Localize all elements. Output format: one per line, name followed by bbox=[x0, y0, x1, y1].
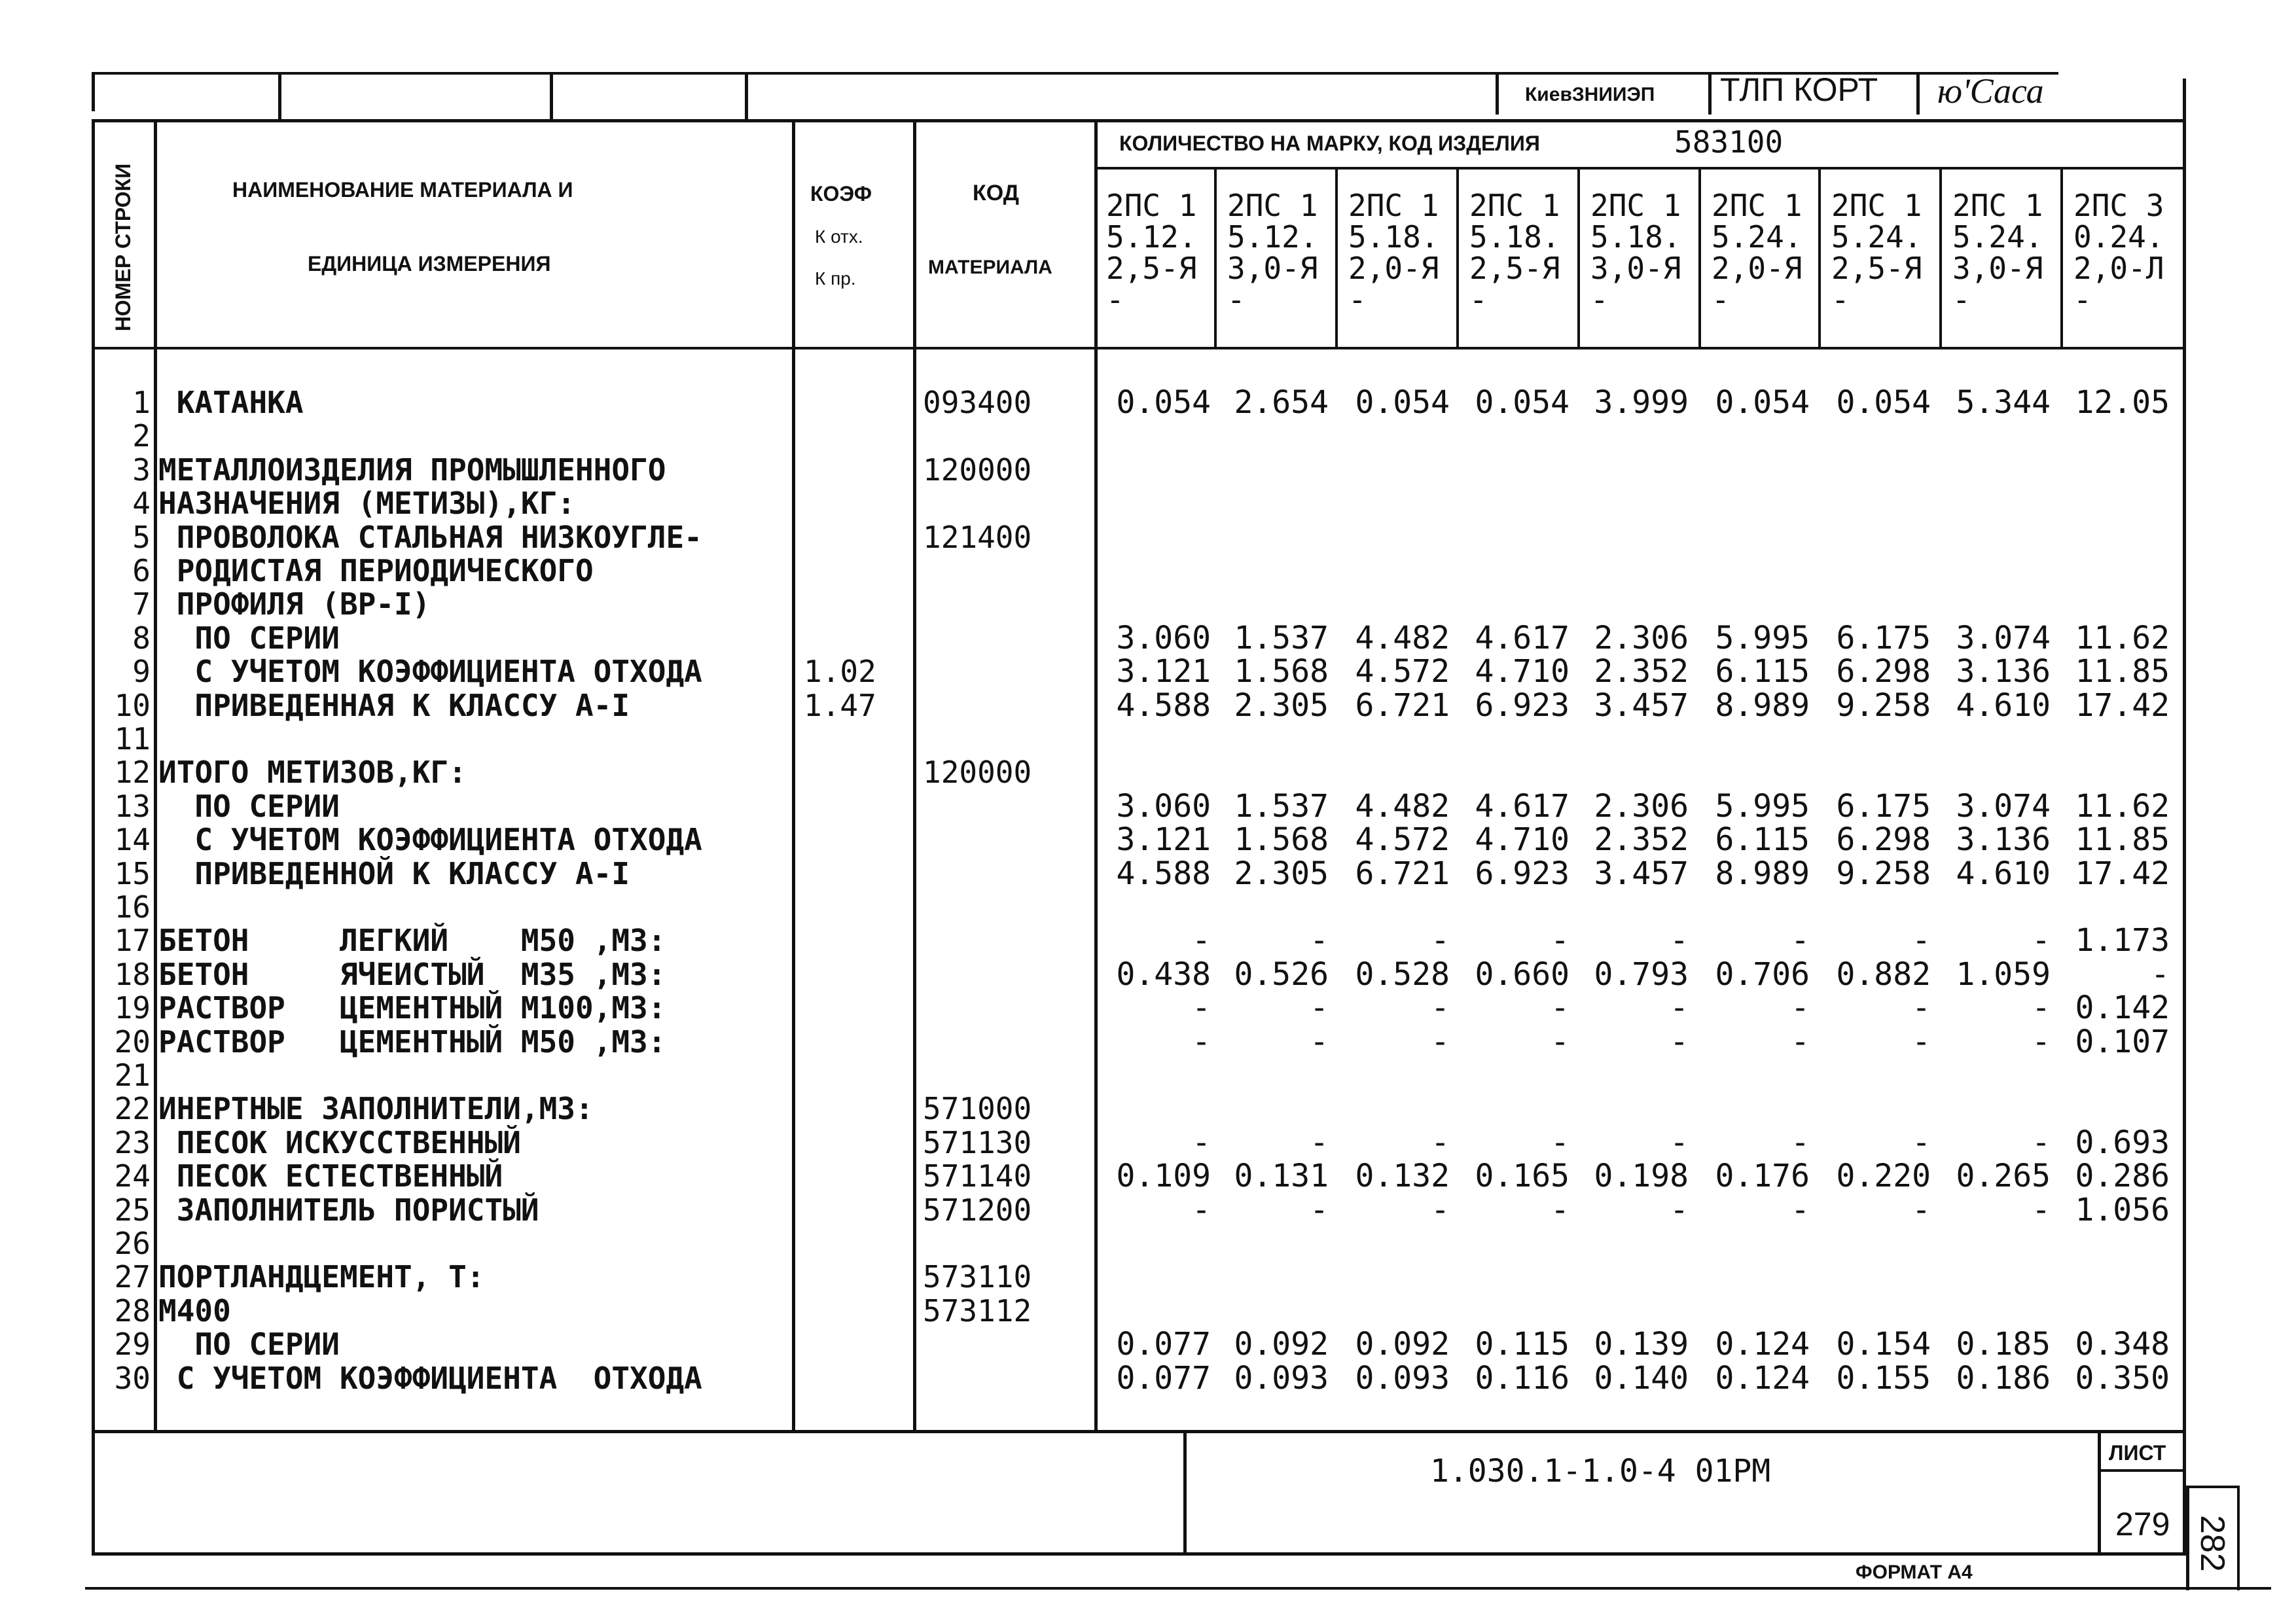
quantity-cell: - bbox=[1431, 990, 1450, 1027]
quantity-cell: - bbox=[1192, 1023, 1211, 1060]
material-name: НАЗНАЧЕНИЯ (МЕТИЗЫ),КГ: bbox=[158, 486, 575, 522]
row-number-header: НОМЕР СТРОКИ bbox=[111, 163, 135, 332]
quantity-cell: 0.706 bbox=[1715, 955, 1810, 993]
quantity-cell: 5.995 bbox=[1715, 619, 1810, 656]
row-number: 14 bbox=[114, 822, 151, 858]
quantity-cell: 2.352 bbox=[1594, 653, 1689, 690]
product-header-line: - bbox=[1469, 282, 1488, 317]
quantity-cell: 0.265 bbox=[1956, 1158, 2051, 1195]
row-number: 17 bbox=[114, 923, 151, 959]
quantity-cell: - bbox=[1912, 990, 1931, 1027]
quantity-cell: - bbox=[1551, 922, 1570, 959]
quantity-cell: 0.198 bbox=[1594, 1158, 1689, 1195]
product-header-line: 2ПС 1 bbox=[1712, 188, 1803, 223]
quantity-cell: 0.054 bbox=[1116, 384, 1211, 421]
quantity-cell: - bbox=[1791, 922, 1810, 959]
row-number: 13 bbox=[114, 788, 151, 824]
code-header: КОД bbox=[973, 181, 1019, 205]
quantity-cell: 8.989 bbox=[1715, 687, 1810, 724]
quantity-cell: - bbox=[1192, 1191, 1211, 1228]
quantity-cell: 0.185 bbox=[1956, 1326, 2051, 1363]
quantity-cell: 1.173 bbox=[2075, 922, 2170, 959]
quantity-cell: 0.077 bbox=[1116, 1326, 1211, 1363]
product-header-line: 2,0-Я bbox=[1712, 251, 1803, 286]
quantity-cell: 1.056 bbox=[2075, 1191, 2170, 1228]
quantity-cell: 3.457 bbox=[1594, 855, 1689, 892]
signature: ю'Саса bbox=[1937, 71, 2044, 111]
row-number: 28 bbox=[114, 1293, 151, 1329]
material-code: 573110 bbox=[923, 1259, 1032, 1295]
material-name: ИНЕРТНЫЕ ЗАПОЛНИТЕЛИ,М3: bbox=[158, 1091, 594, 1127]
quantity-cell: 4.482 bbox=[1355, 787, 1450, 825]
material-name: ПРОФИЛЯ (ВР-I) bbox=[158, 586, 431, 622]
product-header-line: 2,0-Л bbox=[2073, 251, 2164, 286]
quantity-cell: 0.054 bbox=[1475, 384, 1570, 421]
quantity-cell: 2.305 bbox=[1234, 855, 1329, 892]
quantity-cell: 3.074 bbox=[1956, 619, 2051, 656]
material-code: 093400 bbox=[923, 385, 1032, 420]
product-header-line: 5.24. bbox=[1712, 219, 1803, 255]
product-header-line: - bbox=[1227, 282, 1246, 317]
quantity-cell: 4.572 bbox=[1355, 821, 1450, 859]
quantity-cell: 4.617 bbox=[1475, 619, 1570, 656]
row-number: 7 bbox=[132, 586, 151, 622]
quantity-cell: 0.109 bbox=[1116, 1158, 1211, 1195]
row-number: 8 bbox=[132, 620, 151, 656]
quantity-cell: 0.438 bbox=[1116, 955, 1211, 993]
code-subheader: МАТЕРИАЛА bbox=[928, 257, 1052, 278]
quantity-cell: 3.121 bbox=[1116, 653, 1211, 690]
product-header-line: 2ПС 1 bbox=[1831, 188, 1922, 223]
quantity-cell: 3.074 bbox=[1956, 787, 2051, 825]
product-header-line: 2,5-Я bbox=[1106, 251, 1197, 286]
quantity-cell: 0.107 bbox=[2075, 1023, 2170, 1060]
quantity-cell: - bbox=[1670, 1191, 1689, 1228]
quantity-cell: - bbox=[1791, 1191, 1810, 1228]
product-header-line: 2,5-Я bbox=[1469, 251, 1560, 286]
coef-k-otkh: К отх. bbox=[815, 226, 863, 247]
quantity-cell: - bbox=[1310, 1191, 1329, 1228]
quantity-cell: 1.568 bbox=[1234, 653, 1329, 690]
product-header-line: 2ПС 1 bbox=[1952, 188, 2043, 223]
quantity-cell: 3.457 bbox=[1594, 687, 1689, 724]
quantity-cell: 11.62 bbox=[2075, 619, 2170, 656]
quantity-cell: 0.132 bbox=[1355, 1158, 1450, 1195]
product-header-line: 5.18. bbox=[1590, 219, 1681, 255]
quantity-cell: 6.115 bbox=[1715, 821, 1810, 859]
quantity-cell: - bbox=[1192, 990, 1211, 1027]
product-header-line: 3,0-Я bbox=[1227, 251, 1318, 286]
quantity-cell: - bbox=[1670, 1023, 1689, 1060]
material-code: 573112 bbox=[923, 1293, 1032, 1329]
quantity-cell: 0.140 bbox=[1594, 1359, 1689, 1397]
quantity-cell: 3.060 bbox=[1116, 619, 1211, 656]
quantity-cell: 0.124 bbox=[1715, 1359, 1810, 1397]
quantity-cell: - bbox=[2151, 955, 2170, 993]
material-name: ПРИВЕДЕННОЙ К КЛАССУ А-I bbox=[158, 855, 630, 891]
quantity-cell: - bbox=[2032, 1124, 2051, 1161]
material-code: 120000 bbox=[923, 755, 1032, 791]
quantity-cell: 6.721 bbox=[1355, 855, 1450, 892]
row-number: 4 bbox=[132, 486, 151, 522]
quantity-cell: 4.710 bbox=[1475, 821, 1570, 859]
product-header-line: - bbox=[1348, 282, 1367, 317]
quantity-cell: 1.537 bbox=[1234, 619, 1329, 656]
quantity-cell: 2.306 bbox=[1594, 787, 1689, 825]
material-name-header-line2: ЕДИНИЦА ИЗМЕРЕНИЯ bbox=[308, 252, 551, 276]
quantity-cell: 17.42 bbox=[2075, 687, 2170, 724]
material-name: БЕТОН ЛЕГКИЙ М50 ,М3: bbox=[158, 923, 666, 959]
material-name: ПЕСОК ИСКУССТВЕННЫЙ bbox=[158, 1124, 521, 1160]
row-number: 24 bbox=[114, 1158, 151, 1194]
quantity-cell: 6.298 bbox=[1836, 821, 1931, 859]
product-header-line: 2ПС 1 bbox=[1469, 188, 1560, 223]
material-code: 571000 bbox=[923, 1091, 1032, 1127]
row-number: 18 bbox=[114, 956, 151, 992]
quantity-cell: - bbox=[1431, 1023, 1450, 1060]
quantity-cell: 4.482 bbox=[1355, 619, 1450, 656]
material-name: РАСТВОР ЦЕМЕНТНЫЙ М100,М3: bbox=[158, 990, 666, 1026]
material-name: С УЧЕТОМ КОЭФФИЦИЕНТА ОТХОДА bbox=[158, 1360, 702, 1396]
quantity-cell: 0.286 bbox=[2075, 1158, 2170, 1195]
quantity-cell: 0.142 bbox=[2075, 990, 2170, 1027]
row-number: 3 bbox=[132, 452, 151, 488]
quantity-cell: 11.62 bbox=[2075, 787, 2170, 825]
quantity-cell: - bbox=[1551, 990, 1570, 1027]
row-number: 1 bbox=[132, 385, 151, 420]
quantity-cell: 6.175 bbox=[1836, 619, 1931, 656]
quantity-cell: - bbox=[2032, 1191, 2051, 1228]
quantity-cell: - bbox=[1192, 1124, 1211, 1161]
quantity-cell: 0.186 bbox=[1956, 1359, 2051, 1397]
quantity-cell: 0.350 bbox=[2075, 1359, 2170, 1397]
quantity-cell: 0.155 bbox=[1836, 1359, 1931, 1397]
sheet-label: ЛИСТ bbox=[2109, 1441, 2166, 1465]
quantity-cell: 5.344 bbox=[1956, 384, 2051, 421]
row-number: 27 bbox=[114, 1259, 151, 1295]
quantity-cell: 0.116 bbox=[1475, 1359, 1570, 1397]
quantity-cell: 0.077 bbox=[1116, 1359, 1211, 1397]
document-code: 1.030.1-1.0-4 01РМ bbox=[1430, 1453, 1771, 1489]
coef-header: КОЭФ bbox=[810, 182, 872, 205]
product-header-line: 2ПС 1 bbox=[1348, 188, 1439, 223]
row-number: 11 bbox=[114, 721, 151, 757]
quantity-cell: 4.710 bbox=[1475, 653, 1570, 690]
quantity-cell: - bbox=[1912, 922, 1931, 959]
quantity-cell: - bbox=[1431, 1191, 1450, 1228]
quantity-cell: - bbox=[1670, 1124, 1689, 1161]
material-name: ПО СЕРИИ bbox=[158, 788, 340, 824]
material-name: ИТОГО МЕТИЗОВ,КГ: bbox=[158, 755, 467, 791]
quantity-cell: - bbox=[1310, 922, 1329, 959]
quantity-cell: 2.305 bbox=[1234, 687, 1329, 724]
quantity-cell: 1.537 bbox=[1234, 787, 1329, 825]
quantity-cell: 0.528 bbox=[1355, 955, 1450, 993]
quantity-cell: 4.610 bbox=[1956, 855, 2051, 892]
stamp-project: ТЛП КОРТ bbox=[1720, 71, 1878, 108]
row-number: 23 bbox=[114, 1124, 151, 1160]
product-header-line: 3,0-Я bbox=[1590, 251, 1681, 286]
material-code: 571130 bbox=[923, 1124, 1032, 1160]
quantity-cell: - bbox=[1791, 1124, 1810, 1161]
material-name: РАСТВОР ЦЕМЕНТНЫЙ М50 ,М3: bbox=[158, 1024, 666, 1060]
material-name: С УЧЕТОМ КОЭФФИЦИЕНТА ОТХОДА bbox=[158, 822, 702, 858]
product-header-line: 2ПС 3 bbox=[2073, 188, 2164, 223]
quantity-cell: 0.176 bbox=[1715, 1158, 1810, 1195]
row-number: 20 bbox=[114, 1024, 151, 1060]
material-name: ЗАПОЛНИТЕЛЬ ПОРИСТЫЙ bbox=[158, 1192, 539, 1228]
row-number: 15 bbox=[114, 855, 151, 891]
row-number: 12 bbox=[114, 755, 151, 791]
quantity-cell: 0.054 bbox=[1836, 384, 1931, 421]
quantity-cell: - bbox=[1431, 1124, 1450, 1161]
quantity-cell: 0.139 bbox=[1594, 1326, 1689, 1363]
quantity-cell: - bbox=[1912, 1124, 1931, 1161]
quantity-cell: 0.131 bbox=[1234, 1158, 1329, 1195]
product-header-line: 0.24. bbox=[2073, 219, 2164, 255]
quantity-cell: - bbox=[1192, 922, 1211, 959]
material-name: С УЧЕТОМ КОЭФФИЦИЕНТА ОТХОДА bbox=[158, 654, 702, 690]
quantity-cell: 3.121 bbox=[1116, 821, 1211, 859]
coefficient: 1.47 bbox=[804, 687, 876, 723]
quantity-cell: 3.060 bbox=[1116, 787, 1211, 825]
quantity-cell: 0.526 bbox=[1234, 955, 1329, 993]
row-number: 30 bbox=[114, 1360, 151, 1396]
product-header-line: - bbox=[1590, 282, 1609, 317]
quantity-cell: 0.793 bbox=[1594, 955, 1689, 993]
material-name: ПРОВОЛОКА СТАЛЬНАЯ НИЗКОУГЛЕ- bbox=[158, 519, 702, 555]
material-name: ПОРТЛАНДЦЕМЕНТ, Т: bbox=[158, 1259, 485, 1295]
quantity-cell: 12.05 bbox=[2075, 384, 2170, 421]
quantity-cell: 2.352 bbox=[1594, 821, 1689, 859]
quantity-cell: 0.348 bbox=[2075, 1326, 2170, 1363]
quantity-cell: 1.059 bbox=[1956, 955, 2051, 993]
product-header-line: 2ПС 1 bbox=[1590, 188, 1681, 223]
quantity-cell: 3.999 bbox=[1594, 384, 1689, 421]
quantity-cell: 0.054 bbox=[1715, 384, 1810, 421]
quantity-cell: 0.092 bbox=[1234, 1326, 1329, 1363]
material-name: ПО СЕРИИ bbox=[158, 620, 340, 656]
material-name: БЕТОН ЯЧЕИСТЫЙ М35 ,М3: bbox=[158, 956, 666, 992]
quantity-cell: 0.124 bbox=[1715, 1326, 1810, 1363]
side-number: 282 bbox=[2193, 1515, 2231, 1572]
quantity-cell: - bbox=[1791, 990, 1810, 1027]
row-number: 26 bbox=[114, 1226, 151, 1261]
quantity-cell: 3.136 bbox=[1956, 821, 2051, 859]
quantity-header: КОЛИЧЕСТВО НА МАРКУ, КОД ИЗДЕЛИЯ bbox=[1119, 132, 1540, 155]
quantity-cell: - bbox=[1912, 1023, 1931, 1060]
quantity-cell: - bbox=[1670, 990, 1689, 1027]
quantity-cell: - bbox=[1551, 1124, 1570, 1161]
product-header-line: 2,5-Я bbox=[1831, 251, 1922, 286]
product-header-line: 5.18. bbox=[1348, 219, 1439, 255]
row-number: 5 bbox=[132, 519, 151, 555]
product-header-line: 2ПС 1 bbox=[1227, 188, 1318, 223]
product-header-line: 5.12. bbox=[1227, 219, 1318, 255]
material-name: КАТАНКА bbox=[158, 385, 304, 420]
material-name: МЕТАЛЛОИЗДЕЛИЯ ПРОМЫШЛЕННОГО bbox=[158, 452, 666, 488]
material-name: ПО СЕРИИ bbox=[158, 1327, 340, 1363]
quantity-cell: 4.617 bbox=[1475, 787, 1570, 825]
quantity-cell: - bbox=[1551, 1023, 1570, 1060]
quantity-cell: 8.989 bbox=[1715, 855, 1810, 892]
material-name: ПЕСОК ЕСТЕСТВЕННЫЙ bbox=[158, 1158, 503, 1194]
row-number: 2 bbox=[132, 418, 151, 454]
quantity-cell: 0.054 bbox=[1355, 384, 1450, 421]
row-number: 19 bbox=[114, 990, 151, 1026]
quantity-cell: 0.154 bbox=[1836, 1326, 1931, 1363]
quantity-cell: - bbox=[2032, 990, 2051, 1027]
product-header-line: - bbox=[1106, 282, 1124, 317]
product-header-line: - bbox=[1712, 282, 1730, 317]
row-number: 29 bbox=[114, 1327, 151, 1363]
quantity-cell: - bbox=[1310, 1023, 1329, 1060]
row-number: 16 bbox=[114, 889, 151, 925]
quantity-cell: 9.258 bbox=[1836, 687, 1931, 724]
quantity-cell: 0.115 bbox=[1475, 1326, 1570, 1363]
quantity-cell: - bbox=[1670, 922, 1689, 959]
quantity-cell: - bbox=[1431, 922, 1450, 959]
quantity-cell: 0.660 bbox=[1475, 955, 1570, 993]
row-number: 10 bbox=[114, 687, 151, 723]
quantity-cell: 0.693 bbox=[2075, 1124, 2170, 1161]
quantity-cell: - bbox=[2032, 922, 2051, 959]
quantity-cell: 6.115 bbox=[1715, 653, 1810, 690]
row-number: 9 bbox=[132, 654, 151, 690]
quantity-cell: 6.923 bbox=[1475, 855, 1570, 892]
product-header-line: - bbox=[2073, 282, 2092, 317]
quantity-cell: 11.85 bbox=[2075, 653, 2170, 690]
product-header-line: 3,0-Я bbox=[1952, 251, 2043, 286]
material-name-header-line1: НАИМЕНОВАНИЕ МАТЕРИАЛА И bbox=[232, 178, 573, 202]
material-code: 571200 bbox=[923, 1192, 1032, 1228]
product-header-line: 5.24. bbox=[1952, 219, 2043, 255]
row-number: 25 bbox=[114, 1192, 151, 1228]
quantity-cell: 11.85 bbox=[2075, 821, 2170, 859]
row-number: 21 bbox=[114, 1058, 151, 1093]
material-name: РОДИСТАЯ ПЕРИОДИЧЕСКОГО bbox=[158, 553, 594, 588]
product-header-line: 5.12. bbox=[1106, 219, 1197, 255]
product-header-line: 5.24. bbox=[1831, 219, 1922, 255]
stamp-org: КиевЗНИИЭП bbox=[1525, 84, 1655, 105]
product-header-line: 5.18. bbox=[1469, 219, 1560, 255]
product-header-line: - bbox=[1952, 282, 1971, 317]
quantity-cell: 0.220 bbox=[1836, 1158, 1931, 1195]
quantity-cell: 4.588 bbox=[1116, 687, 1211, 724]
material-name: ПРИВЕДЕННАЯ К КЛАССУ А-I bbox=[158, 687, 630, 723]
quantity-cell: 0.092 bbox=[1355, 1326, 1450, 1363]
quantity-cell: 6.298 bbox=[1836, 653, 1931, 690]
product-code: 583100 bbox=[1674, 124, 1784, 160]
quantity-cell: 2.654 bbox=[1234, 384, 1329, 421]
sheet-number: 279 bbox=[2115, 1506, 2170, 1543]
quantity-cell: 17.42 bbox=[2075, 855, 2170, 892]
quantity-cell: 4.588 bbox=[1116, 855, 1211, 892]
quantity-cell: 2.306 bbox=[1594, 619, 1689, 656]
quantity-cell: 3.136 bbox=[1956, 653, 2051, 690]
material-code: 571140 bbox=[923, 1158, 1032, 1194]
quantity-cell: - bbox=[1310, 990, 1329, 1027]
row-number: 6 bbox=[132, 553, 151, 588]
quantity-cell: 9.258 bbox=[1836, 855, 1931, 892]
quantity-cell: - bbox=[1791, 1023, 1810, 1060]
material-name: М400 bbox=[158, 1293, 231, 1329]
quantity-cell: - bbox=[1310, 1124, 1329, 1161]
quantity-cell: 6.175 bbox=[1836, 787, 1931, 825]
product-header-line: 2,0-Я bbox=[1348, 251, 1439, 286]
row-number: 22 bbox=[114, 1091, 151, 1127]
format-label: ФОРМАТ А4 bbox=[1856, 1561, 1973, 1583]
quantity-cell: 0.165 bbox=[1475, 1158, 1570, 1195]
quantity-cell: 0.882 bbox=[1836, 955, 1931, 993]
quantity-cell: 4.610 bbox=[1956, 687, 2051, 724]
quantity-cell: 1.568 bbox=[1234, 821, 1329, 859]
product-header-line: 2ПС 1 bbox=[1106, 188, 1197, 223]
quantity-cell: - bbox=[2032, 1023, 2051, 1060]
quantity-cell: 0.093 bbox=[1355, 1359, 1450, 1397]
material-code: 121400 bbox=[923, 519, 1032, 555]
quantity-cell: 6.923 bbox=[1475, 687, 1570, 724]
quantity-cell: 6.721 bbox=[1355, 687, 1450, 724]
coef-k-pr: К пр. bbox=[815, 268, 856, 289]
quantity-cell: 5.995 bbox=[1715, 787, 1810, 825]
product-header-line: - bbox=[1831, 282, 1850, 317]
material-code: 120000 bbox=[923, 452, 1032, 488]
quantity-cell: 0.093 bbox=[1234, 1359, 1329, 1397]
quantity-cell: - bbox=[1551, 1191, 1570, 1228]
coefficient: 1.02 bbox=[804, 654, 876, 690]
quantity-cell: 4.572 bbox=[1355, 653, 1450, 690]
quantity-cell: - bbox=[1912, 1191, 1931, 1228]
